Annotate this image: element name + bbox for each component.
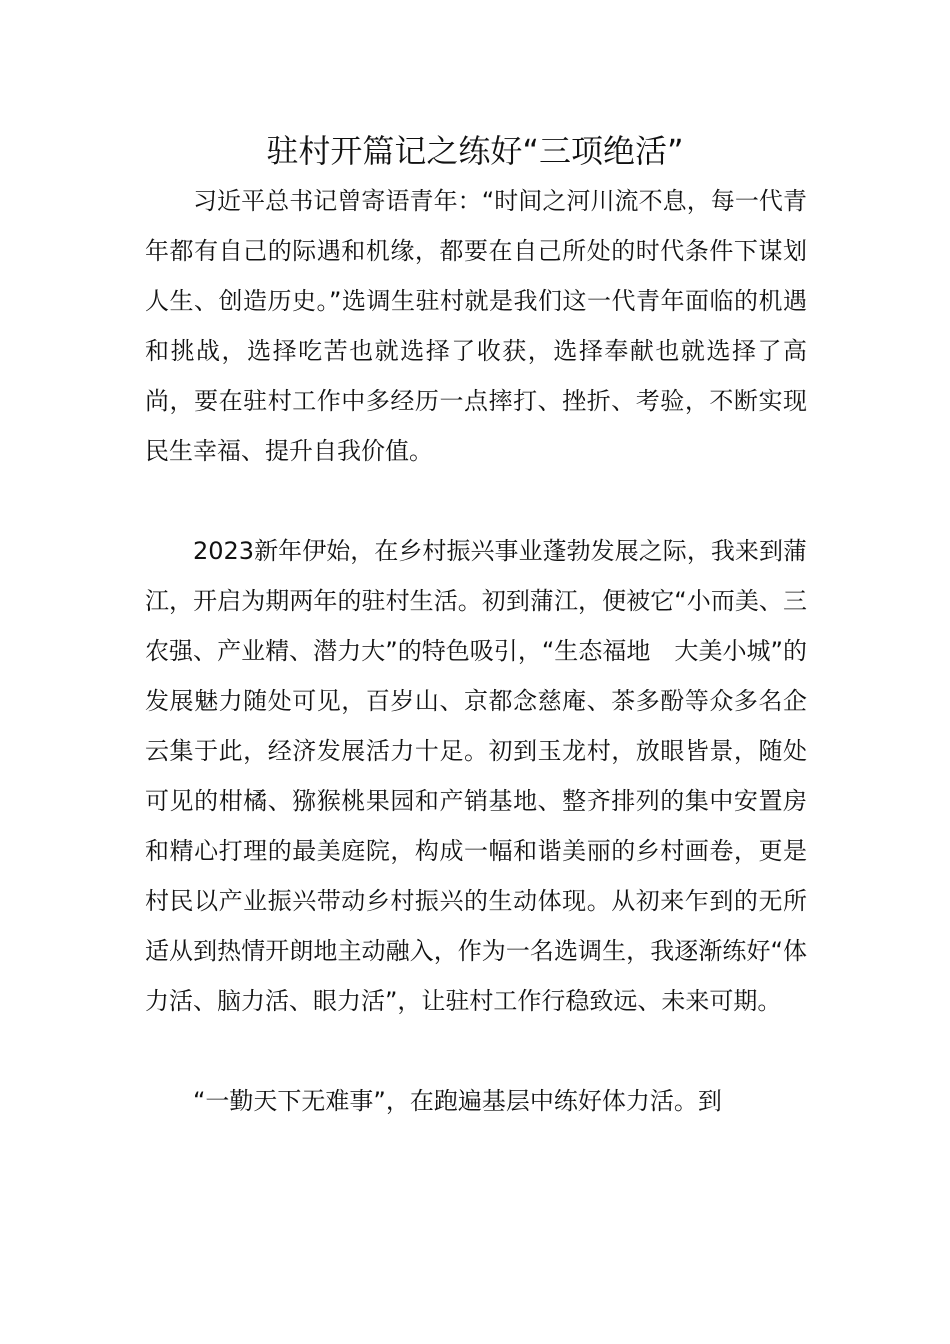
paragraph-1: 习近平总书记曾寄语青年：“时间之河川流不息，每一代青年都有自己的际遇和机缘，都要在自己所处的时代条件下谋划人生、创造历史。”选调生驻村就是我们这一代青年面临的机遇和挑战，选择吃苦也就选择了收获，选择奉献也就选择了高尚，要在驻村工作中多经历一点摔打、挫折、考验，不断实现民生幸福、提升自我价值。: [145, 187, 807, 465]
document-body: [145, 176, 807, 1176]
paragraph-2: 2023新年伊始，在乡村振兴事业蓬勃发展之际，我来到蒲江，开启为期两年的驻村生活。初到蒲江，便被它“小而美、三农强、产业精、潜力大”的特色吸引，“生态福地 大美小城”的发展魅力随处可见，百岁山、京都念慈庵、茶多酚等众多名企云集于此，经济发展活力十足。初到玉龙村，放眼皆景，随处可见的柑橘、猕猴桃果园和产销基地、整齐排列的集中安置房和精心打理的最美庭院，构成一幅和谐美丽的乡村画卷，更是村民以产业振兴带动乡村振兴的生动体现。从初来乍到的无所适从到热情开朗地主动融入，作为一名选调生，我逐渐练好“体力活、脑力活、眼力活”，让驻村工作行稳致远、未来可期。: [145, 537, 807, 1015]
paragraph-3: “一勤天下无难事”，在跑遍基层中练好体力活。到: [193, 1087, 722, 1115]
document-title: 驻村开篇记之练好“三项绝活”: [266, 132, 684, 170]
